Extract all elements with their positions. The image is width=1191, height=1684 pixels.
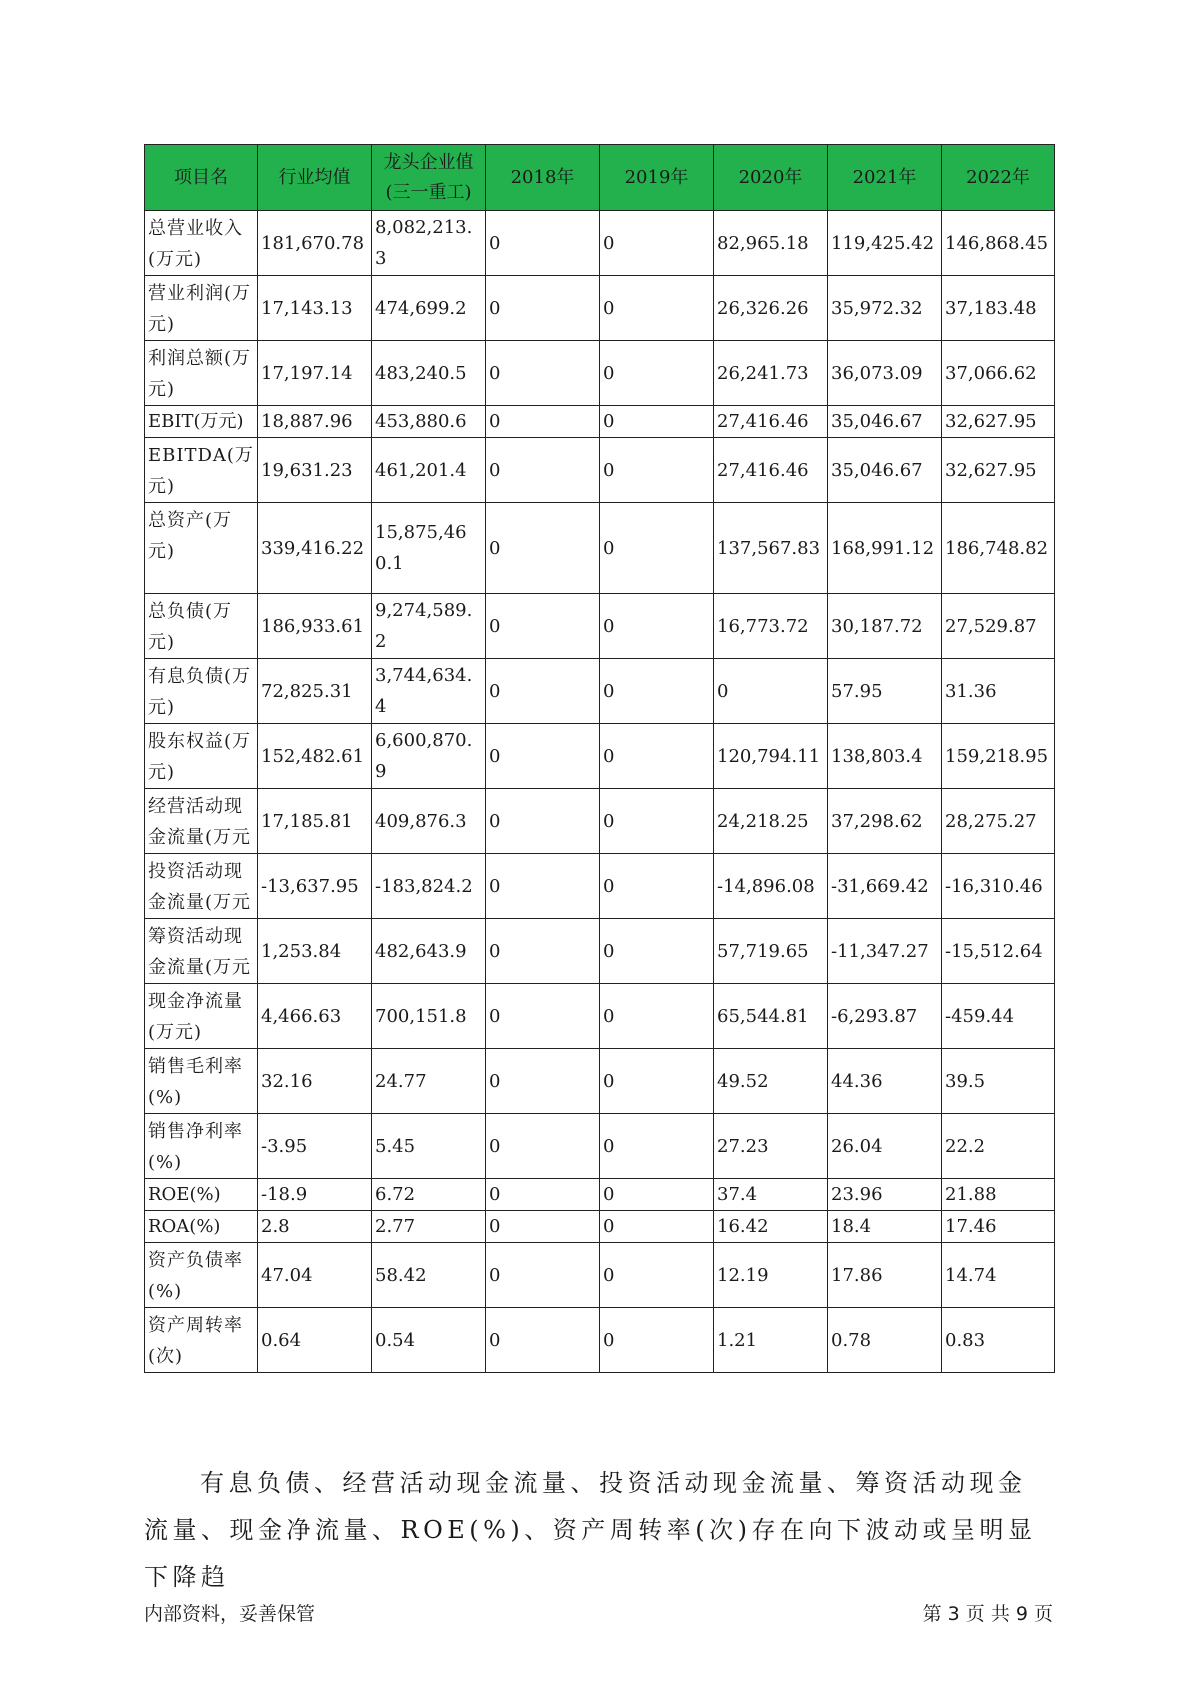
table-cell: 1,253.84	[258, 919, 372, 984]
table-cell: 32,627.95	[942, 406, 1055, 438]
table-cell: 27,529.87	[942, 594, 1055, 659]
table-cell: 0	[600, 1114, 714, 1179]
table-cell: 17.86	[828, 1243, 942, 1308]
table-cell: 14.74	[942, 1243, 1055, 1308]
table-body	[145, 211, 1055, 1373]
table-cell: 1.21	[714, 1308, 828, 1373]
table-row	[145, 406, 1055, 438]
table-cell: 0.78	[828, 1308, 942, 1373]
header-2020: 2020年	[714, 145, 828, 211]
table-cell: 19,631.23	[258, 438, 372, 503]
table-cell: 3,744,634.4	[372, 659, 486, 724]
header-item-name: 项目名	[145, 145, 258, 211]
table-cell: 137,567.83	[714, 503, 828, 594]
table-row	[145, 276, 1055, 341]
table-cell: -14,896.08	[714, 854, 828, 919]
row-label: 现金净流量(万元)	[145, 984, 258, 1049]
table-cell: 0	[600, 276, 714, 341]
table-cell: 4,466.63	[258, 984, 372, 1049]
table-row	[145, 1308, 1055, 1373]
header-2018: 2018年	[486, 145, 600, 211]
row-label: 销售净利率(%)	[145, 1114, 258, 1179]
table-row	[145, 1179, 1055, 1211]
table-cell: 0	[600, 1243, 714, 1308]
table-cell: 339,416.22	[258, 503, 372, 594]
table-cell: 35,972.32	[828, 276, 942, 341]
table-cell: 0	[600, 984, 714, 1049]
table-cell: -6,293.87	[828, 984, 942, 1049]
table-cell: 35,046.67	[828, 406, 942, 438]
table-cell: 16,773.72	[714, 594, 828, 659]
table-cell: 0.54	[372, 1308, 486, 1373]
table-cell: 18,887.96	[258, 406, 372, 438]
table-row	[145, 919, 1055, 984]
table-cell: 152,482.61	[258, 724, 372, 789]
table-cell: 120,794.11	[714, 724, 828, 789]
table-cell: -18.9	[258, 1179, 372, 1211]
table-row	[145, 724, 1055, 789]
header-industry-avg: 行业均值	[258, 145, 372, 211]
table-cell: 482,643.9	[372, 919, 486, 984]
table-cell: 0	[486, 1049, 600, 1114]
table-cell: 0	[486, 503, 600, 594]
table-cell: 9,274,589.2	[372, 594, 486, 659]
table-cell: 32.16	[258, 1049, 372, 1114]
table-cell: 0	[486, 1243, 600, 1308]
table-cell: 0	[600, 438, 714, 503]
table-cell: 17.46	[942, 1211, 1055, 1243]
table-cell: 186,933.61	[258, 594, 372, 659]
row-label: EBIT(万元)	[145, 406, 258, 438]
table-cell: 409,876.3	[372, 789, 486, 854]
table-cell: 700,151.8	[372, 984, 486, 1049]
table-cell: 0	[486, 1308, 600, 1373]
table-cell: 0	[486, 594, 600, 659]
row-label: 总资产(万元)	[145, 503, 258, 594]
table-cell: 37,183.48	[942, 276, 1055, 341]
footer-confidential-note: 内部资料，妥善保管	[144, 1603, 316, 1625]
row-label: 筹资活动现金流量(万元	[145, 919, 258, 984]
table-cell: 0	[486, 919, 600, 984]
financial-table	[144, 144, 1055, 1373]
table-row	[145, 854, 1055, 919]
table-cell: 0	[486, 984, 600, 1049]
table-cell: 6,600,870.9	[372, 724, 486, 789]
table-cell: 37,066.62	[942, 341, 1055, 406]
table-cell: 0	[486, 1179, 600, 1211]
table-cell: 30,187.72	[828, 594, 942, 659]
table-cell: -11,347.27	[828, 919, 942, 984]
table-cell: 47.04	[258, 1243, 372, 1308]
table-cell: 0	[600, 659, 714, 724]
row-label: ROE(%)	[145, 1179, 258, 1211]
table-cell: 35,046.67	[828, 438, 942, 503]
table-cell: 58.42	[372, 1243, 486, 1308]
table-cell: 0	[600, 789, 714, 854]
table-cell: 0.64	[258, 1308, 372, 1373]
table-cell: 0	[600, 854, 714, 919]
table-cell: 0	[486, 406, 600, 438]
table-cell: 49.52	[714, 1049, 828, 1114]
table-cell: 8,082,213.3	[372, 211, 486, 276]
row-label: 资产周转率(次)	[145, 1308, 258, 1373]
table-cell: 0	[600, 503, 714, 594]
row-label: 利润总额(万元)	[145, 341, 258, 406]
table-cell: 0	[486, 211, 600, 276]
table-cell: 27.23	[714, 1114, 828, 1179]
table-cell: 17,185.81	[258, 789, 372, 854]
table-row	[145, 1114, 1055, 1179]
table-cell: 57.95	[828, 659, 942, 724]
financial-table-container	[144, 144, 1054, 1373]
table-row	[145, 789, 1055, 854]
table-cell: 36,073.09	[828, 341, 942, 406]
table-cell: 32,627.95	[942, 438, 1055, 503]
table-cell: 0	[714, 659, 828, 724]
table-cell: 24,218.25	[714, 789, 828, 854]
table-row	[145, 984, 1055, 1049]
footer-page-number: 第 3 页 共 9 页	[922, 1603, 1053, 1625]
body-paragraph: 有息负债、经营活动现金流量、投资活动现金流量、筹资活动现金流量、现金净流量、ROE(%)、资产周转率(次)存在向下波动或呈明显下降趋	[144, 1469, 1037, 1591]
table-cell: 0	[486, 724, 600, 789]
table-cell: 18.4	[828, 1211, 942, 1243]
table-cell: 0	[486, 659, 600, 724]
table-cell: 2.77	[372, 1211, 486, 1243]
table-cell: 27,416.46	[714, 438, 828, 503]
header-2021: 2021年	[828, 145, 942, 211]
table-cell: 0	[600, 1308, 714, 1373]
table-cell: 159,218.95	[942, 724, 1055, 789]
row-label: 营业利润(万元)	[145, 276, 258, 341]
table-row	[145, 1243, 1055, 1308]
table-cell: 0	[486, 341, 600, 406]
table-cell: 21.88	[942, 1179, 1055, 1211]
header-2019: 2019年	[600, 145, 714, 211]
header-2022: 2022年	[942, 145, 1055, 211]
row-label: 资产负债率(%)	[145, 1243, 258, 1308]
row-label: 股东权益(万元)	[145, 724, 258, 789]
table-cell: 0	[486, 438, 600, 503]
table-cell: 461,201.4	[372, 438, 486, 503]
table-cell: 146,868.45	[942, 211, 1055, 276]
table-cell: -13,637.95	[258, 854, 372, 919]
table-cell: 44.36	[828, 1049, 942, 1114]
row-label: EBITDA(万元)	[145, 438, 258, 503]
table-cell: 37,298.62	[828, 789, 942, 854]
table-cell: 181,670.78	[258, 211, 372, 276]
table-cell: 0	[486, 789, 600, 854]
table-cell: 0	[600, 594, 714, 659]
table-cell: 0	[600, 1049, 714, 1114]
table-cell: -15,512.64	[942, 919, 1055, 984]
table-cell: 453,880.6	[372, 406, 486, 438]
table-cell: 0	[600, 1211, 714, 1243]
table-cell: 17,197.14	[258, 341, 372, 406]
table-cell: 119,425.42	[828, 211, 942, 276]
table-cell: 0	[600, 1179, 714, 1211]
table-cell: 0	[600, 406, 714, 438]
row-label: 总负债(万元)	[145, 594, 258, 659]
table-row	[145, 1211, 1055, 1243]
table-cell: 12.19	[714, 1243, 828, 1308]
table-cell: 28,275.27	[942, 789, 1055, 854]
table-row	[145, 503, 1055, 594]
table-cell: 2.8	[258, 1211, 372, 1243]
table-cell: 483,240.5	[372, 341, 486, 406]
table-row	[145, 341, 1055, 406]
row-label: 有息负债(万元)	[145, 659, 258, 724]
table-cell: 31.36	[942, 659, 1055, 724]
table-cell: 0	[486, 1211, 600, 1243]
table-cell: 168,991.12	[828, 503, 942, 594]
table-cell: 0	[600, 724, 714, 789]
table-cell: 26,241.73	[714, 341, 828, 406]
table-cell: 24.77	[372, 1049, 486, 1114]
table-cell: 0	[600, 919, 714, 984]
table-cell: -16,310.46	[942, 854, 1055, 919]
table-row	[145, 594, 1055, 659]
table-cell: 186,748.82	[942, 503, 1055, 594]
table-row	[145, 659, 1055, 724]
table-cell: 0	[486, 854, 600, 919]
table-cell: 72,825.31	[258, 659, 372, 724]
table-cell: 17,143.13	[258, 276, 372, 341]
header-leader-value: 龙头企业值(三一重工)	[372, 145, 486, 211]
table-cell: -183,824.2	[372, 854, 486, 919]
row-label: 投资活动现金流量(万元	[145, 854, 258, 919]
table-cell: 0.83	[942, 1308, 1055, 1373]
table-cell: 0	[600, 211, 714, 276]
row-label: 销售毛利率(%)	[145, 1049, 258, 1114]
table-cell: 15,875,460.1	[372, 503, 486, 594]
table-row	[145, 1049, 1055, 1114]
table-cell: 26.04	[828, 1114, 942, 1179]
table-cell: 23.96	[828, 1179, 942, 1211]
table-row	[145, 211, 1055, 276]
table-cell: 57,719.65	[714, 919, 828, 984]
table-cell: 0	[486, 276, 600, 341]
table-cell: -459.44	[942, 984, 1055, 1049]
table-cell: 5.45	[372, 1114, 486, 1179]
row-label: 经营活动现金流量(万元	[145, 789, 258, 854]
table-cell: 474,699.2	[372, 276, 486, 341]
table-cell: 39.5	[942, 1049, 1055, 1114]
table-cell: 65,544.81	[714, 984, 828, 1049]
table-cell: 16.42	[714, 1211, 828, 1243]
table-cell: -3.95	[258, 1114, 372, 1179]
table-cell: 0	[486, 1114, 600, 1179]
table-cell: 22.2	[942, 1114, 1055, 1179]
row-label: 总营业收入(万元)	[145, 211, 258, 276]
table-cell: 82,965.18	[714, 211, 828, 276]
table-row	[145, 438, 1055, 503]
table-header-row	[145, 145, 1055, 211]
row-label: ROA(%)	[145, 1211, 258, 1243]
table-cell: -31,669.42	[828, 854, 942, 919]
table-cell: 37.4	[714, 1179, 828, 1211]
table-cell: 26,326.26	[714, 276, 828, 341]
table-cell: 27,416.46	[714, 406, 828, 438]
table-cell: 0	[600, 341, 714, 406]
table-cell: 6.72	[372, 1179, 486, 1211]
table-cell: 138,803.4	[828, 724, 942, 789]
